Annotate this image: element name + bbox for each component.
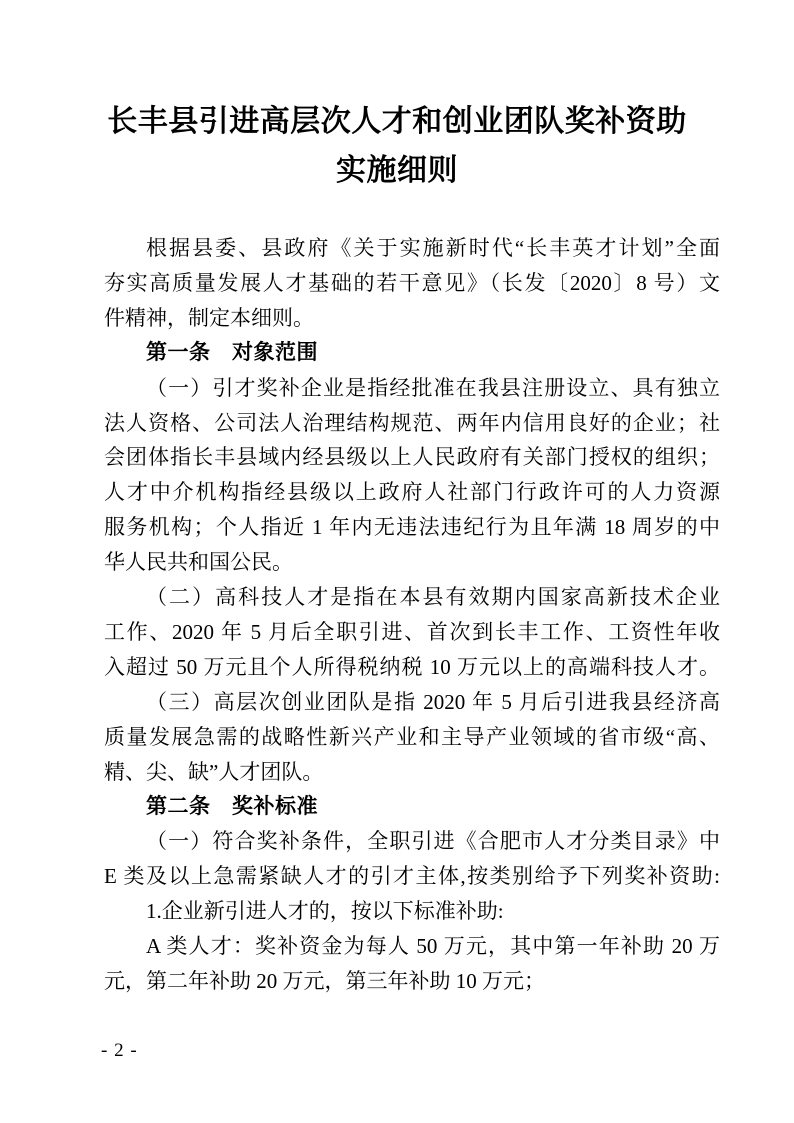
- paragraph: [104, 371, 720, 580]
- title-line-2: 实施细则: [336, 154, 458, 187]
- text-line: 件精神，制定本细则。: [104, 305, 314, 330]
- document-body: [104, 231, 720, 999]
- text-line: 夯实高质量发展人才基础的若干意见》（长发〔2020〕8 号）文: [104, 270, 720, 295]
- paragraph: [104, 824, 720, 894]
- text-line: 质量发展急需的战略性新兴产业和主导产业领域的省市级“高、: [104, 724, 720, 749]
- paragraph: [104, 929, 720, 999]
- text-line: 法人资格、公司法人治理结构规范、两年内信用良好的企业；社: [104, 410, 720, 435]
- document-title: [89, 97, 705, 195]
- page-number: - 2 -: [101, 1040, 138, 1061]
- paragraph: [104, 894, 720, 929]
- paragraph: [104, 580, 720, 685]
- text-line: 元，第二年补助 20 万元，第三年补助 10 万元；: [104, 969, 545, 994]
- text-line: （一）引才奖补企业是指经批准在我县注册设立、具有独立: [146, 375, 720, 400]
- text-line: 精、尖、缺”人才团队。: [104, 759, 324, 784]
- text-line: 1.企业新引进人才的，按以下标准补助:: [146, 899, 504, 924]
- text-line: 工作、2020 年 5 月后全职引进、首次到长丰工作、工资性年收: [104, 619, 720, 644]
- text-line: 人才中介机构指经县级以上政府人社部门行政许可的人力资源: [104, 480, 720, 505]
- paragraph: [104, 685, 720, 790]
- paragraph: [104, 231, 720, 336]
- text-line: A 类人才：奖补资金为每人 50 万元，其中第一年补助 20 万: [146, 934, 720, 959]
- text-line: 华人民共和国公民。: [104, 550, 293, 575]
- text-line: （一）符合奖补条件，全职引进《合肥市人才分类目录》中: [146, 829, 720, 854]
- text-line: 入超过 50 万元且个人所得税纳税 10 万元以上的高端科技人才。: [104, 654, 720, 679]
- text-line: 会团体指长丰县域内经县级以上人民政府有关部门授权的组织；: [104, 445, 720, 470]
- section-heading: 第二条 奖补标准: [146, 794, 318, 818]
- text-line: （三）高层次创业团队是指 2020 年 5 月后引进我县经济高: [146, 689, 720, 714]
- section-heading: 第一条 对象范围: [146, 340, 318, 364]
- text-line: （二）高科技人才是指在本县有效期内国家高新技术企业: [146, 585, 720, 610]
- text-line: 服务机构；个人指近 1 年内无违法违纪行为且年满 18 周岁的中: [104, 515, 720, 540]
- text-line: 根据县委、县政府《关于实施新时代“长丰英才计划”全面: [146, 236, 720, 260]
- text-line: E 类及以上急需紧缺人才的引才主体,按类别给予下列奖补资助:: [104, 864, 720, 889]
- title-line-1: 长丰县引进高层次人才和创业团队奖补资助: [107, 105, 687, 138]
